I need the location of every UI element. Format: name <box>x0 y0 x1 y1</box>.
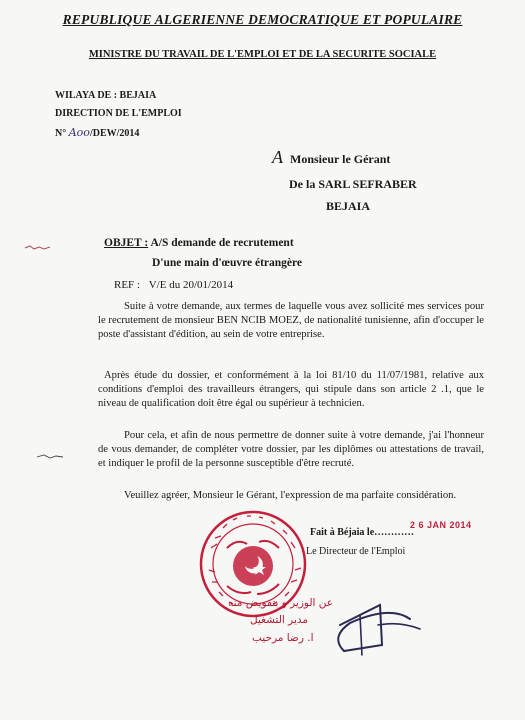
recipient-city: BEJAIA <box>326 199 371 213</box>
paragraph-1 <box>98 300 484 342</box>
margin-mark <box>24 243 52 253</box>
recipient-company: De la SARL SEFRABER <box>289 177 417 191</box>
number-prefix: N° <box>55 128 67 139</box>
subject-line-1 <box>104 237 294 249</box>
handwritten-number: Aoo <box>68 126 90 139</box>
recipient-a: A <box>272 147 283 167</box>
number-suffix: /DEW/2014 <box>89 128 140 139</box>
paragraph-3-text: Pour cela, et afin de nous permettre de donner suite à votre demande, j'ai l'honneur de vous demander, de compléter votre dossier, par les diplômes ou attestations de travail, et indiquer le profil de la personne susceptible d'être recruté. <box>98 430 484 469</box>
recipient-line-1 <box>272 147 390 168</box>
ref-label: REF : <box>114 279 140 291</box>
margin-mark <box>36 452 64 462</box>
direction-line: DIRECTION DE L'EMPLOI <box>55 108 182 119</box>
date-stamp: 2 6 JAN 2014 <box>410 520 472 530</box>
subject-label: OBJET : <box>104 237 149 249</box>
arabic-stamp-line-1: عن الوزير و بتفويض منه <box>228 597 334 609</box>
recipient-title: Monsieur le Gérant <box>290 152 391 166</box>
paragraph-3 <box>98 429 484 471</box>
paragraph-1-text: Suite à votre demande, aux termes de laquelle vous avez sollicité mes services pour le recrutement de monsieur BEN NCIB MOEZ, de nationalité tunisienne, afin d'occuper le poste d'assistant d'édition, au sein de votre entreprise. <box>98 301 484 340</box>
place-date: Fait à Béjaia le………… <box>310 527 415 538</box>
subject-line-2: D'une main d'œuvre étrangère <box>152 257 303 269</box>
signature <box>320 585 460 675</box>
republic-header: REPUBLIQUE ALGERIENNE DEMOCRATIQUE ET POPULAIRE <box>62 12 463 27</box>
paragraph-4 <box>98 489 484 503</box>
ref-value: V/E du 20/01/2014 <box>148 279 234 291</box>
subject-text-1: A/S demande de recrutement <box>150 237 294 249</box>
paragraph-2-text: Après étude du dossier, et conformément à la loi 81/10 du 11/07/1981, relative aux conditions d'emploi des travailleurs étrangers, qui stipule dans son article 2 .1, que le niveau de qualification doit être égal ou supérieur à technicien. <box>98 370 484 409</box>
reference-number <box>55 126 139 139</box>
arabic-stamp-line-3: ا. رضا مرحيب <box>252 632 314 644</box>
arabic-stamp-line-2: مدير التشغيل <box>250 614 309 626</box>
paragraph-2 <box>98 369 484 411</box>
signer-title: Le Directeur de l'Emploi <box>306 546 406 557</box>
reference-line <box>114 279 233 291</box>
ministry-header: MINISTRE DU TRAVAIL DE L'EMPLOI ET DE LA SECURITE SOCIALE <box>88 49 437 60</box>
wilaya-line: WILAYA DE : BEJAIA <box>55 90 157 101</box>
paragraph-4-text: Veuillez agréer, Monsieur le Gérant, l'expression de ma parfaite considération. <box>124 490 457 501</box>
